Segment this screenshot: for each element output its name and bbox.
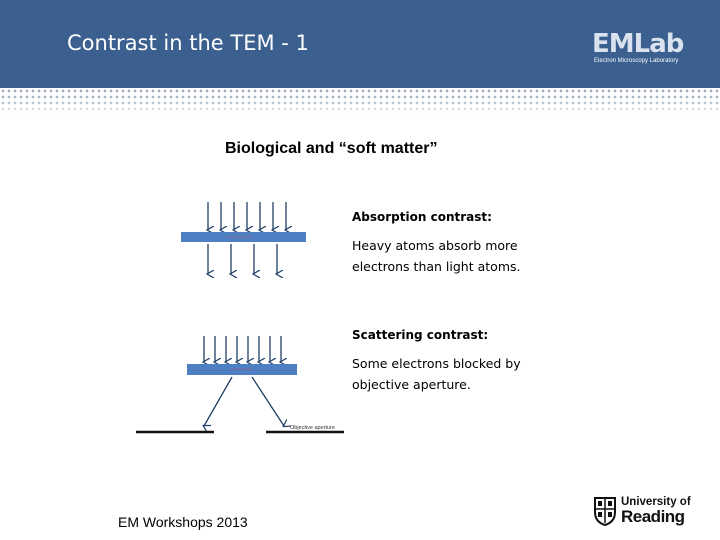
reading-label: Reading	[621, 507, 685, 526]
footer-text: EM Workshops 2013	[118, 514, 248, 530]
objective-aperture-label: Objective aperture	[290, 425, 335, 431]
university-of-reading-logo	[593, 494, 703, 530]
scattered-arrow-right	[252, 377, 284, 426]
scattering-diagram	[134, 330, 350, 438]
scattering-line-2: objective aperture.	[352, 377, 471, 392]
scattering-heading: Scattering contrast:	[352, 328, 489, 342]
scattering-line-1: Some electrons blocked by	[352, 356, 521, 371]
dot-pattern-fade	[0, 88, 720, 114]
crest-icon	[593, 496, 617, 526]
header-bar	[0, 0, 720, 88]
absorption-heading: Absorption contrast:	[352, 210, 492, 224]
slide-title: Biological and “soft matter”	[225, 140, 438, 157]
scattered-arrow-left	[204, 377, 232, 426]
emlab-logo-text: EMLab	[592, 29, 684, 59]
absorption-line-2: electrons than light atoms.	[352, 259, 521, 274]
absorption-line-1: Heavy atoms absorb more	[352, 238, 518, 253]
university-label: University of	[621, 496, 691, 508]
specimen-slab	[187, 364, 297, 375]
absorption-diagram	[176, 196, 310, 282]
slide-header-title: Contrast in the TEM - 1	[67, 31, 309, 55]
emlab-logo-subtitle: Electron Microscopy Laboratory	[594, 58, 679, 64]
emlab-logo	[592, 30, 702, 70]
